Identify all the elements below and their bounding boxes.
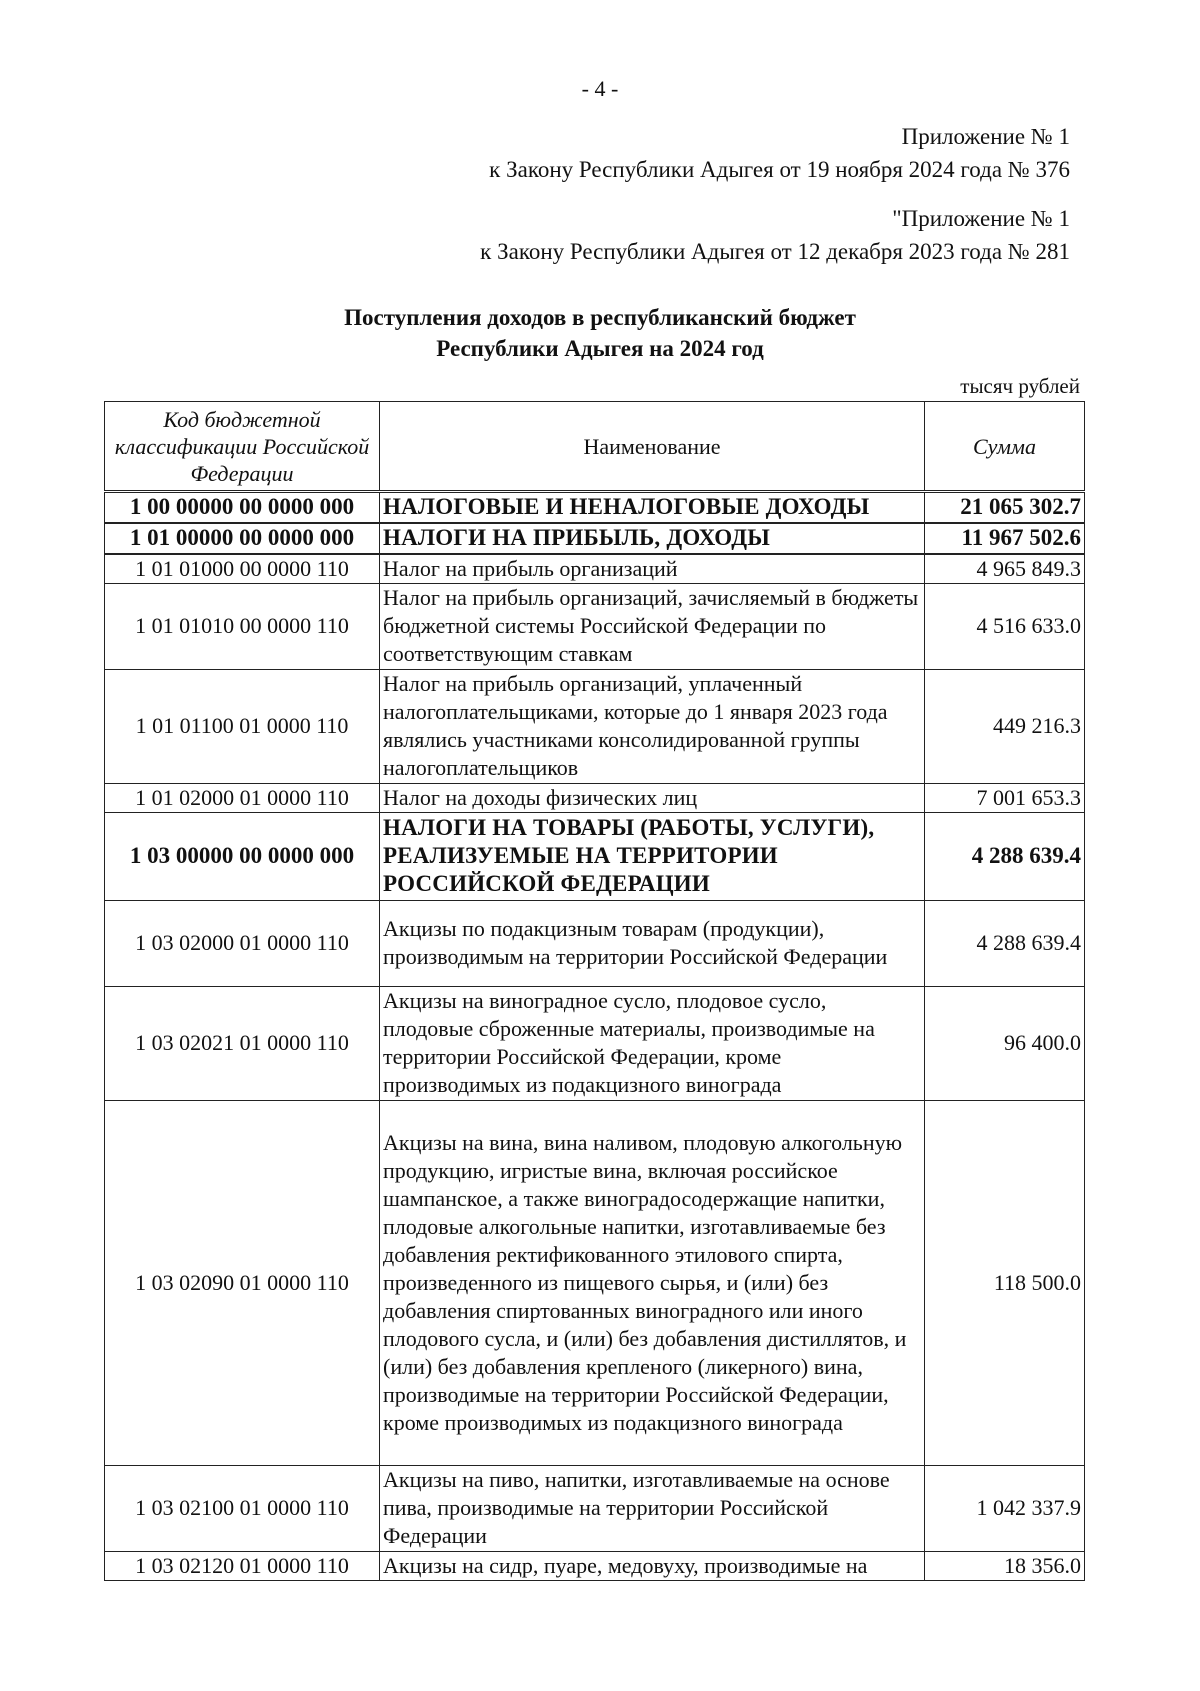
table-row — [105, 1465, 1085, 1551]
row-code: 1 03 02000 01 0000 110 — [105, 900, 380, 986]
row-code: 1 01 01100 01 0000 110 — [105, 669, 380, 783]
row-sum: 4 288 639.4 — [925, 900, 1085, 986]
row-code: 1 03 02021 01 0000 110 — [105, 986, 380, 1100]
row-sum: 11 967 502.6 — [925, 523, 1085, 554]
row-name: Акцизы на виноградное сусло, плодовое сусло, плодовые сброженные материалы, производимые на территории Российской Федерации, кроме производимых из подакцизного винограда — [380, 986, 925, 1100]
row-sum: 7 001 653.3 — [925, 783, 1085, 812]
row-code: 1 01 00000 00 0000 000 — [105, 523, 380, 554]
table-row — [105, 812, 1085, 900]
table-row — [105, 554, 1085, 584]
annex-current-line1: Приложение № 1 — [901, 124, 1070, 149]
row-sum: 21 065 302.7 — [925, 492, 1085, 523]
table-row — [105, 783, 1085, 812]
row-sum: 96 400.0 — [925, 986, 1085, 1100]
annex-original-line1: "Приложение № 1 — [892, 206, 1070, 231]
row-name: НАЛОГИ НА ТОВАРЫ (РАБОТЫ, УСЛУГИ), РЕАЛИЗУЕМЫЕ НА ТЕРРИТОРИИ РОССИЙСКОЙ ФЕДЕРАЦИИ — [380, 812, 925, 900]
row-code: 1 03 02100 01 0000 110 — [105, 1465, 380, 1551]
row-name: Акцизы на вина, вина наливом, плодовую алкогольную продукцию, игристые вина, включая российское шампанское, а также виноградосодержащие напитки, плодовые алкогольные напитки, изготавливаемые без добавления ректификованного этилового спирта, произведенного из пищевого сырья, и (или) без добавления спиртованных виноградного или иного плодового сусла, и (или) без добавления дистиллятов, и (или) без добавления крепленого (ликерного) вина, производимые на территории Российской Федерации, кроме производимых из подакцизного винограда — [380, 1100, 925, 1465]
document-title-line1: Поступления доходов в республиканский бюджет — [344, 305, 856, 330]
annex-current-line2: к Закону Республики Адыгея от 19 ноября 2024 года № 376 — [489, 157, 1070, 182]
row-code: 1 03 02090 01 0000 110 — [105, 1100, 380, 1465]
row-sum: 18 356.0 — [925, 1551, 1085, 1580]
row-name: НАЛОГОВЫЕ И НЕНАЛОГОВЫЕ ДОХОДЫ — [380, 492, 925, 523]
row-name: Налог на прибыль организаций, зачисляемый в бюджеты бюджетной системы Российской Федерации по соответствующим ставкам — [380, 583, 925, 669]
row-name: Налог на прибыль организаций, уплаченный налогоплательщиками, которые до 1 января 2023 года являлись участниками консолидированной группы налогоплательщиков — [380, 669, 925, 783]
header-sum: Сумма — [925, 402, 1085, 492]
units-label: тысяч рублей — [960, 374, 1080, 398]
row-name: Акцизы на сидр, пуаре, медовуху, производимые на — [380, 1551, 925, 1580]
table-row — [105, 1551, 1085, 1580]
row-sum: 4 965 849.3 — [925, 554, 1085, 584]
row-code: 1 01 02000 01 0000 110 — [105, 783, 380, 812]
annex-original-line2: к Закону Республики Адыгея от 12 декабря 2023 года № 281 — [480, 239, 1070, 264]
header-code: Код бюджетной классификации Российской Федерации — [105, 402, 380, 492]
row-code: 1 01 01010 00 0000 110 — [105, 583, 380, 669]
table-row — [105, 583, 1085, 669]
row-code: 1 03 00000 00 0000 000 — [105, 812, 380, 900]
annex-original-reference — [480, 202, 1070, 268]
document-title — [0, 302, 1200, 364]
row-sum: 4 288 639.4 — [925, 812, 1085, 900]
row-sum: 118 500.0 — [925, 1100, 1085, 1465]
document-title-line2: Республики Адыгея на 2024 год — [436, 336, 764, 361]
row-name: Налог на доходы физических лиц — [380, 783, 925, 812]
table-row — [105, 492, 1085, 523]
table-row — [105, 669, 1085, 783]
table-row — [105, 1100, 1085, 1465]
annex-current-reference — [489, 120, 1070, 186]
row-sum: 1 042 337.9 — [925, 1465, 1085, 1551]
row-name: Акцизы на пиво, напитки, изготавливаемые на основе пива, производимые на территории Российской Федерации — [380, 1465, 925, 1551]
row-sum: 4 516 633.0 — [925, 583, 1085, 669]
table-row — [105, 523, 1085, 554]
table-header-row — [105, 402, 1085, 492]
page-number: - 4 - — [581, 76, 619, 101]
row-sum: 449 216.3 — [925, 669, 1085, 783]
revenue-table — [104, 401, 1085, 1581]
header-name: Наименование — [380, 402, 925, 492]
table-row — [105, 900, 1085, 986]
row-code: 1 01 01000 00 0000 110 — [105, 554, 380, 584]
row-code: 1 00 00000 00 0000 000 — [105, 492, 380, 523]
table-row — [105, 986, 1085, 1100]
row-name: Акцизы по подакцизным товарам (продукции), производимым на территории Российской Федерации — [380, 900, 925, 986]
row-name: Налог на прибыль организаций — [380, 554, 925, 584]
row-name: НАЛОГИ НА ПРИБЫЛЬ, ДОХОДЫ — [380, 523, 925, 554]
row-code: 1 03 02120 01 0000 110 — [105, 1551, 380, 1580]
